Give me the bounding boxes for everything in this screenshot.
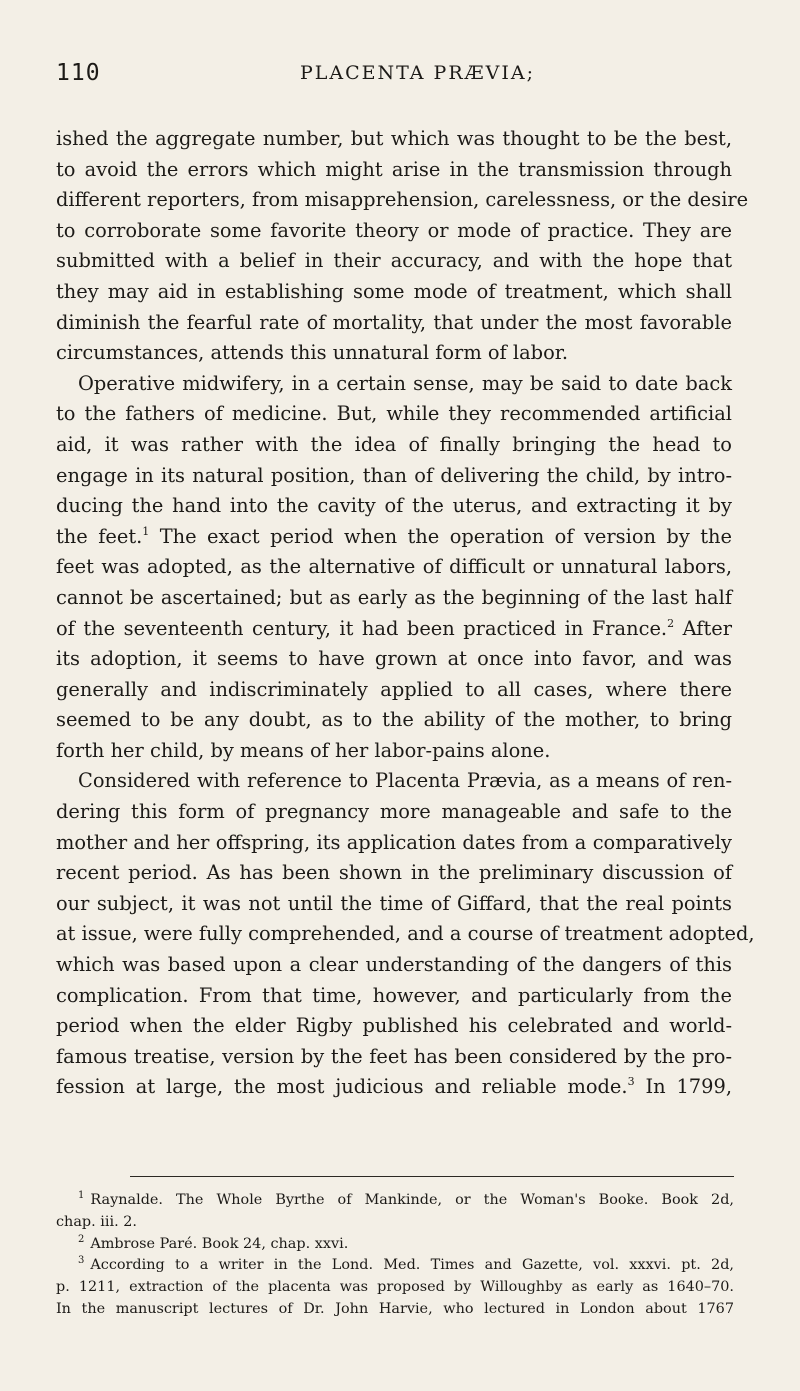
body-line-text: different reporters, from misapprehension, carelessness, or the desire <box>56 188 749 212</box>
body-line-text: diminish the fearful rate of mortality, that under the most favorable <box>56 310 732 334</box>
body-line-text: dering this form of pregnancy more manageable and safe to the <box>56 800 732 824</box>
body-line <box>56 644 732 675</box>
body-line-text: Operative midwifery, in a certain sense, may be said to date back <box>78 371 732 395</box>
body-text <box>56 124 755 1103</box>
body-line-text: Considered with reference to Placenta Prævia, as a means of ren- <box>78 769 732 793</box>
footnote-line <box>56 1299 734 1321</box>
body-line <box>56 919 755 950</box>
footnote-text: chap. iii. 2. <box>56 1213 137 1230</box>
body-line-text: period when the elder Rigby published his celebrated and world- <box>56 1014 732 1038</box>
body-line <box>56 369 732 400</box>
body-line-text: our subject, it was not until the time of Giffard, that the real points <box>56 891 732 915</box>
body-line-text: which was based upon a clear understanding of the dangers of this <box>56 953 732 977</box>
footnote-number: 1 <box>78 1190 85 1201</box>
body-line-text: fession at large, the most judicious and reliable mode. <box>56 1075 628 1099</box>
body-line-text: aid, it was rather with the idea of finally bringing the head to <box>56 432 732 456</box>
running-head: PLACENTA PRÆVIA; <box>300 62 536 84</box>
body-line-text: forth her child, by means of her labor-pains alone. <box>56 738 551 762</box>
footnote-text: p. 1211, extraction of the placenta was proposed by Willoughby as early as 1640–70. <box>56 1279 734 1296</box>
body-line <box>56 583 732 614</box>
body-line <box>56 889 732 920</box>
body-line-text: recent period. As has been shown in the preliminary discussion of <box>56 861 732 885</box>
body-line <box>56 981 732 1012</box>
body-line-text: its adoption, it seems to have grown at once into favor, and was <box>56 647 732 671</box>
body-line-text: circumstances, attends this unnatural form of labor. <box>56 341 569 365</box>
body-line <box>56 675 732 706</box>
body-line-tail: After <box>674 616 732 640</box>
body-line <box>56 705 732 736</box>
footnote-line <box>56 1190 734 1212</box>
page-number: 110 <box>56 60 101 86</box>
body-line-text: of the seventeenth century, it had been practiced in France. <box>56 616 668 640</box>
body-line-text: ducing the hand into the cavity of the uterus, and extracting it by <box>56 494 732 518</box>
body-line <box>56 552 732 583</box>
body-line <box>56 1011 732 1042</box>
footnote-reference: 1 <box>142 524 150 538</box>
body-line <box>56 1042 732 1073</box>
body-line <box>56 614 732 645</box>
body-line <box>56 461 732 492</box>
footnote-rule <box>130 1176 734 1177</box>
footnote-reference: 3 <box>627 1075 635 1089</box>
body-line-text: famous treatise, version by the feet has been considered by the pro- <box>56 1044 732 1068</box>
footnote-line <box>56 1234 734 1256</box>
body-line-text: generally and indiscriminately applied to all cases, where there <box>56 677 732 701</box>
body-line-text: the feet. <box>56 524 143 548</box>
body-line-text: ished the aggregate number, but which was thought to be the best, <box>56 127 732 150</box>
body-line <box>56 736 732 767</box>
footnote-line <box>56 1277 734 1299</box>
body-line <box>56 185 749 216</box>
body-line-text: to the fathers of medicine. But, while they recommended artificial <box>56 402 732 426</box>
body-line-text: feet was adopted, as the alternative of difficult or unnatural labors, <box>56 555 732 579</box>
body-line-text: at issue, were fully comprehended, and a course of treatment adopted, <box>56 922 755 946</box>
footnote-reference: 2 <box>667 616 675 630</box>
body-line-text: to avoid the errors which might arise in the transmission through <box>56 157 732 181</box>
body-line-tail: In 1799, <box>634 1075 732 1099</box>
footnote-text: Ambrose Paré. Book 24, chap. xxvi. <box>90 1235 349 1252</box>
footnotes <box>56 1190 734 1321</box>
body-line <box>56 124 732 155</box>
footnote-line <box>56 1212 734 1234</box>
footnote-line <box>56 1255 734 1277</box>
body-line <box>56 828 732 859</box>
body-line <box>56 950 732 981</box>
body-line <box>56 277 732 308</box>
body-line <box>56 797 732 828</box>
body-line-text: they may aid in establishing some mode of treatment, which shall <box>56 279 732 303</box>
body-line <box>56 858 732 889</box>
body-line <box>56 246 732 277</box>
body-line-text: complication. From that time, however, and particularly from the <box>56 983 732 1007</box>
body-line <box>56 522 732 553</box>
body-line <box>56 155 732 186</box>
body-line <box>56 430 732 461</box>
footnote-text: Raynalde. The Whole Byrthe of Mankinde, or the Woman's Booke. Book 2d, <box>90 1192 734 1208</box>
body-line <box>56 766 732 797</box>
footnote-text: In the manuscript lectures of Dr. John Harvie, who lectured in London about 1767 <box>56 1300 734 1317</box>
body-line-text: cannot be ascertained; but as early as the beginning of the last half <box>56 585 732 609</box>
body-line <box>56 308 732 339</box>
footnote-number: 2 <box>78 1233 85 1245</box>
body-line <box>56 338 732 369</box>
body-line-text: seemed to be any doubt, as to the ability of the mother, to bring <box>56 708 732 732</box>
body-line <box>56 216 732 247</box>
body-line-text: to corroborate some favorite theory or mode of practice. They are <box>56 218 732 242</box>
body-line-text: mother and her offspring, its application dates from a comparatively <box>56 830 732 854</box>
body-line-tail: The exact period when the operation of version by the <box>149 524 732 548</box>
body-line <box>56 1072 732 1103</box>
body-line-text: engage in its natural position, than of delivering the child, by intro- <box>56 463 732 487</box>
footnote-text: According to a writer in the Lond. Med. Times and Gazette, vol. xxxvi. pt. 2d, <box>90 1257 734 1274</box>
body-line <box>56 399 732 430</box>
body-line <box>56 491 732 522</box>
body-line-text: submitted with a belief in their accuracy, and with the hope that <box>56 249 732 273</box>
footnote-number: 3 <box>78 1255 85 1267</box>
